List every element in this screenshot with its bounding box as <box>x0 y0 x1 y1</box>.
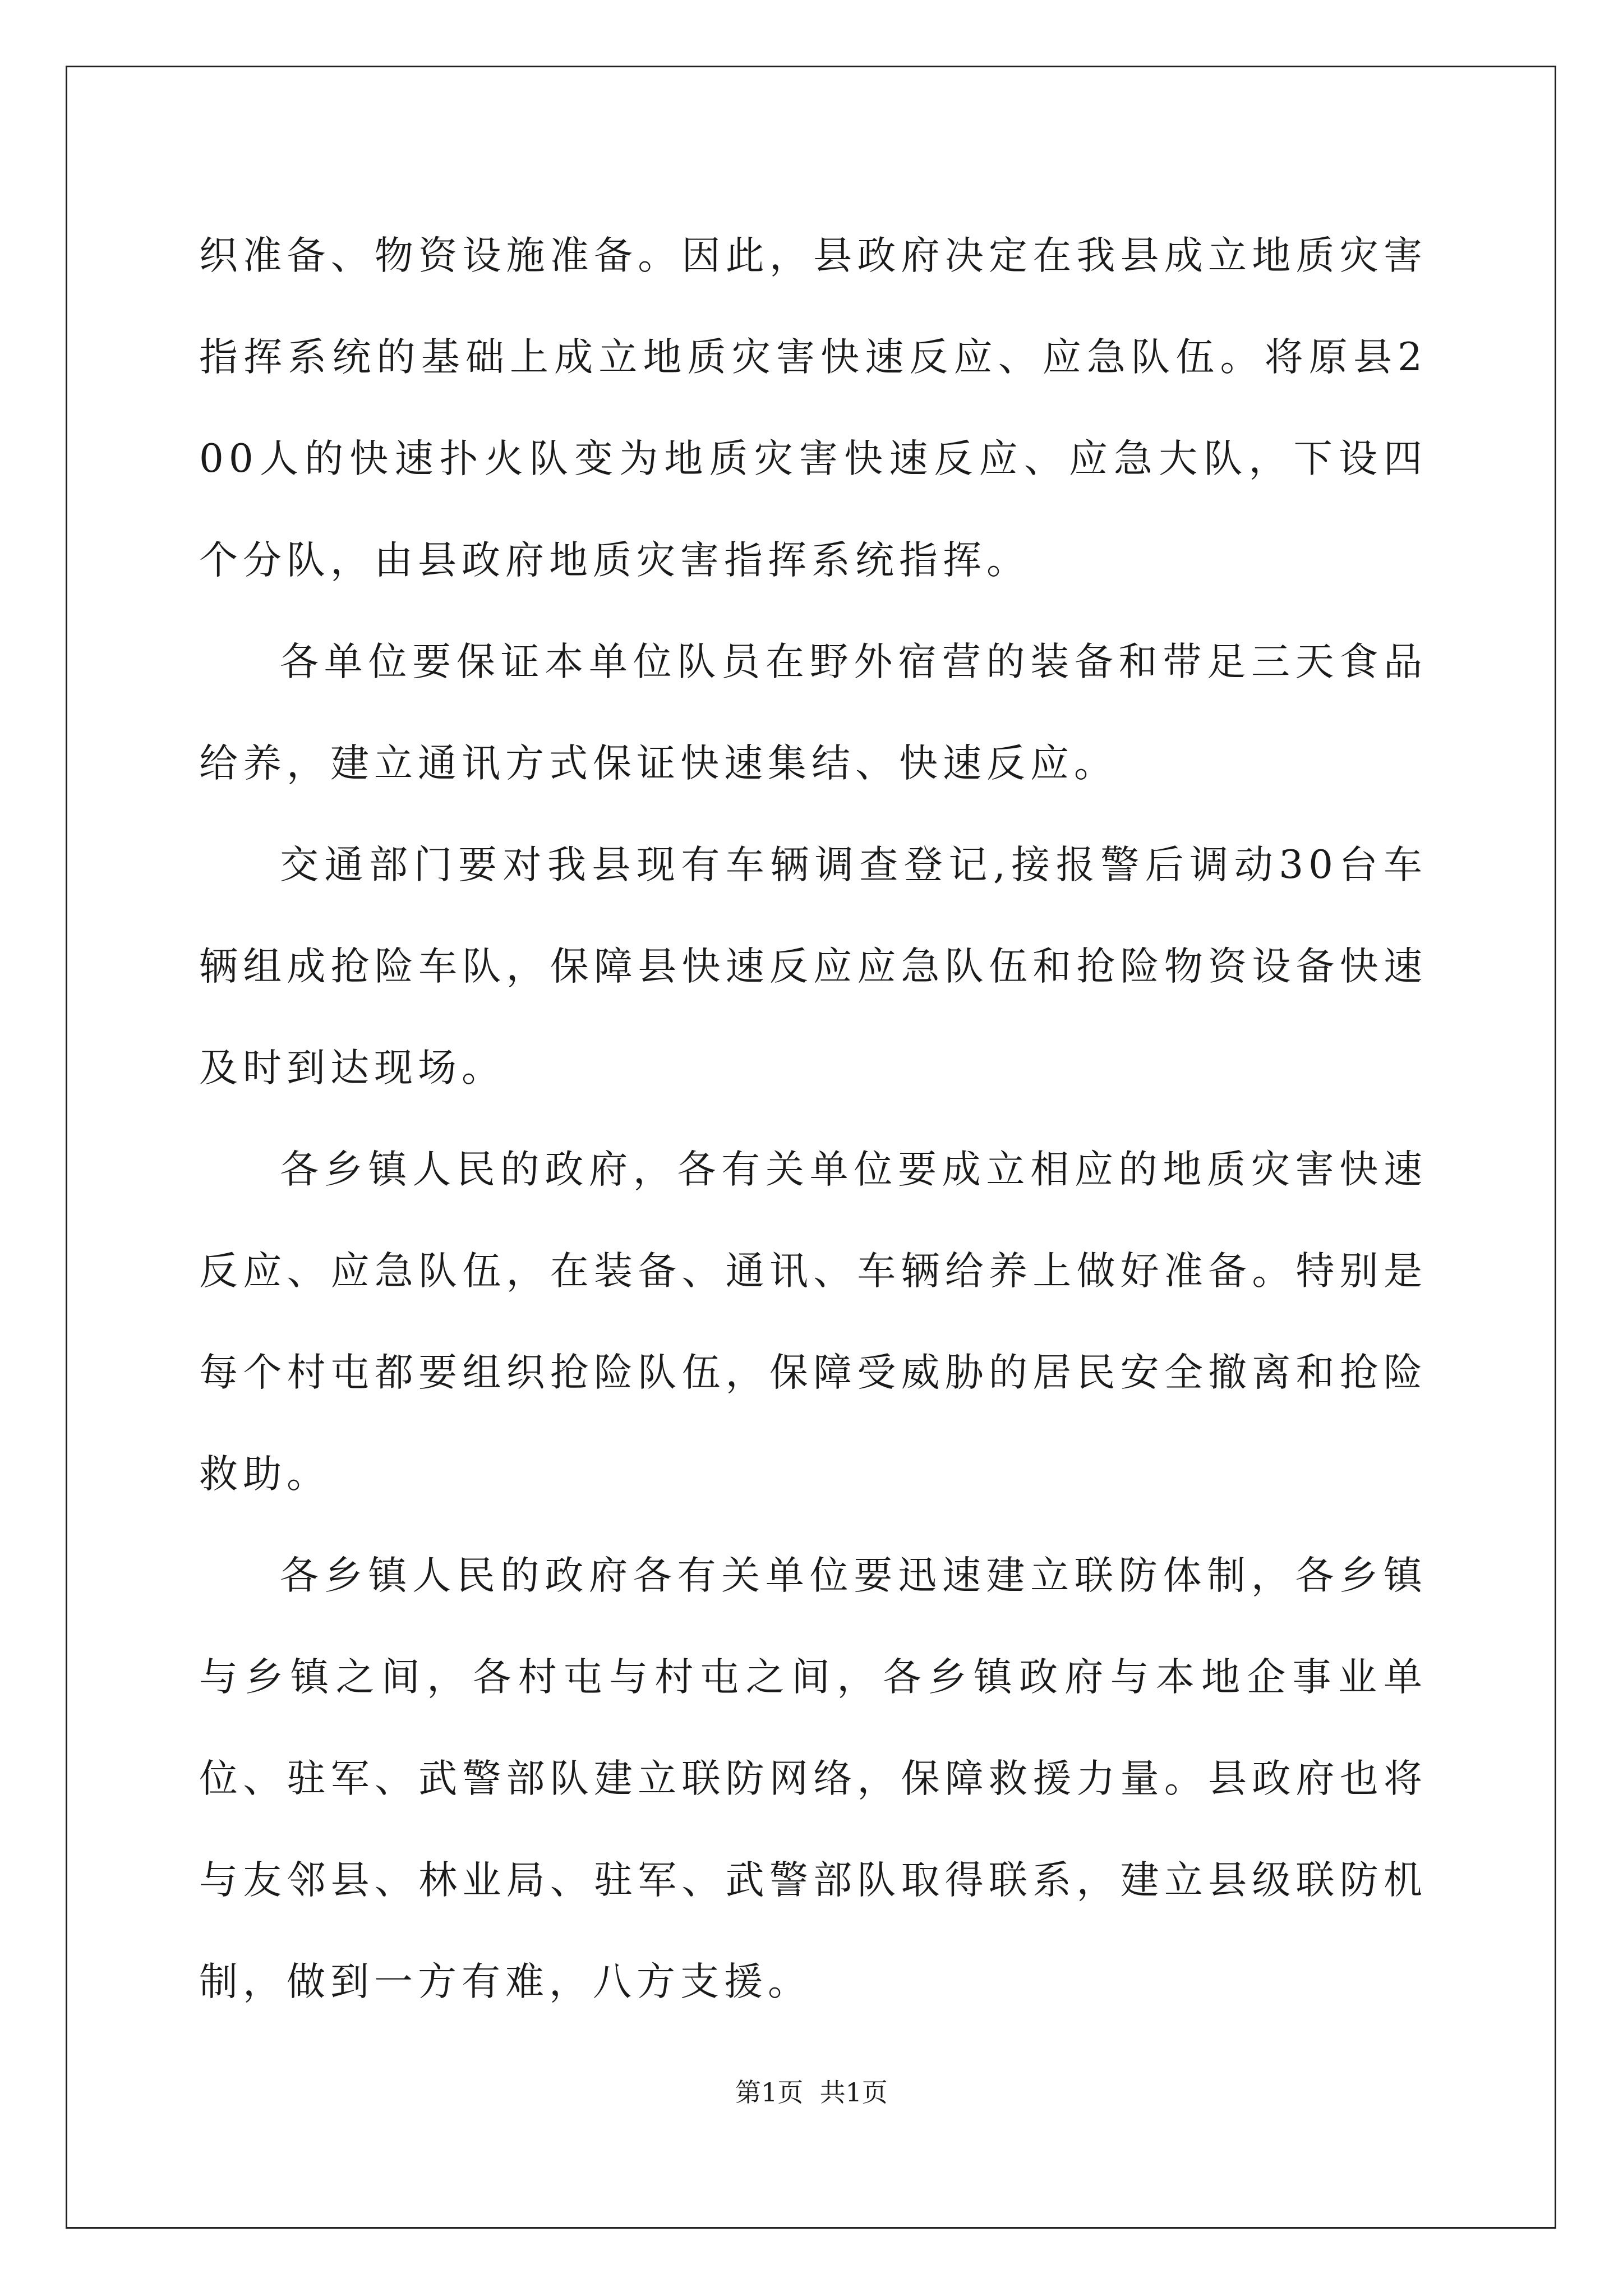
paragraph-2: 各单位要保证本单位队员在野外宿营的装备和带足三天食品给养，建立通讯方式保证快速集结、快速反应。 <box>199 639 1427 786</box>
paragraph-4: 各乡镇人民的政府，各有关单位要成立相应的地质灾害快速反应、应急队伍，在装备、通讯、车辆给养上做好准备。特别是每个村屯都要组织抢险队伍，保障受威胁的居民安全撤离和抢险救助。 <box>199 1147 1427 1497</box>
page-number-footer: 第1页 共1页 <box>735 2077 888 2108</box>
document-body <box>199 205 1427 2033</box>
paragraph-1: 织准备、物资设施准备。因此，县政府决定在我县成立地质灾害指挥系统的基础上成立地质灾害快速反应、应急队伍。将原县200人的快速扑火队变为地质灾害快速反应、应急大队，下设四个分队，由县政府地质灾害指挥系统指挥。 <box>199 233 1427 583</box>
paragraph-5: 各乡镇人民的政府各有关单位要迅速建立联防体制，各乡镇与乡镇之间，各村屯与村屯之间，各乡镇政府与本地企事业单位、驻军、武警部队建立联防网络，保障救援力量。县政府也将与友邻县、林业局、驻军、武警部队取得联系，建立县级联防机制，做到一方有难，八方支援。 <box>199 1553 1427 2004</box>
paragraph-3: 交通部门要对我县现有车辆调查登记,接报警后调动30台车辆组成抢险车队，保障县快速反应应急队伍和抢险物资设备快速及时到达现场。 <box>199 843 1427 1091</box>
